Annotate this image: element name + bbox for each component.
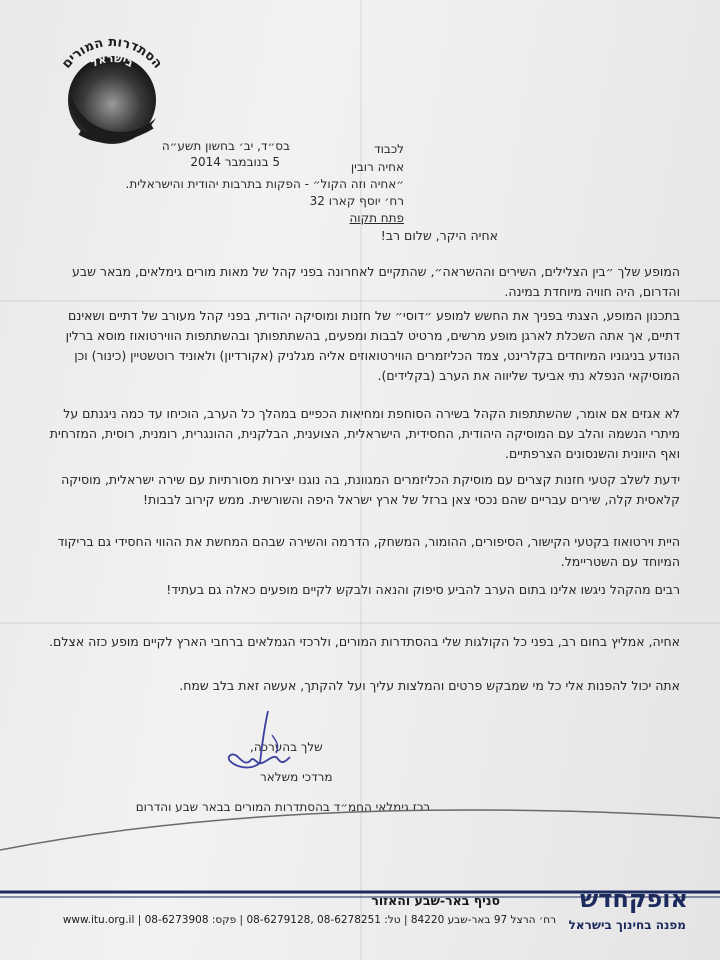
recipient-street: רח׳ יוסף קארו 32 — [309, 194, 404, 208]
letter-greeting: אחיה היקר, שלום רב! — [380, 228, 498, 243]
footer-logo-word: אופקחדש — [580, 885, 688, 913]
recipient-salutation: לכבוד — [374, 142, 404, 156]
paragraph-6: רבים מהקהל ניגשו אלינו בתום הערב להביע סיפוק והנאה ולבקש לקיים מופעים כאלה גם בעתיד! — [166, 582, 680, 597]
recipient-city: פתח תקוה — [349, 211, 404, 225]
date-hebrew: בס״ד, יב׳ בחשון תשע״ה — [161, 139, 290, 153]
paragraph-8: אתה יכול להפנות אלי כל מי שמבקש פרטים והמלצות עליך ועל להקתך, אעשה זאת בלב שמח. — [179, 678, 680, 693]
paragraph-4: ידעת לשלב קטעי חזנות קצרים עם מוסיקת הכליזמרים המגוונת, בה נוגנו יצירות מסורתיות עם שירה ישראלית, מוסיקה קלאסית קלה, שירים עבריים שהם נכסי צאן ברזל של ארץ ישראל היפה והשורשית. ממש קירוב לבבות! — [61, 472, 680, 507]
signature-closing: שלך בהערכה, — [250, 740, 323, 754]
signatory-name: מרדכי משלאר — [260, 770, 333, 784]
seal-org-name: הסתדרות המורים — [59, 34, 165, 72]
footer-branch-name: סניף באר-שבע והאזור — [371, 893, 500, 908]
signatory-title: רכז גימלאי החמ״ד בהסתדרות המורים בבאר שבע והדרום — [135, 800, 430, 814]
date-gregorian: 5 בנובמבר 2014 — [190, 155, 280, 169]
paragraph-1: המופע שלך ״בין הצלילים, השירים וההשראה״, שהתקיים לאחרונה בפני קהל של מאות מורים גימלאים, מבאר שבע והדרום, היה חוויה מיוחדת במינה. — [72, 264, 680, 299]
paragraph-5: היית וירטואוז בקטעי הקישור, הסיפורים, ההומור, המשחק, הדרמה והשירה שבהם המחשת את ההווי החסידי גם בריקוד המיוחד עם השטריימל. — [57, 534, 680, 569]
paragraph-7: אחיה, אמליץ בחום רב, בפני כל הקולגות שלי בהסתדרות המורים, ולרכזי הגמלאים ברחבי הארץ לקיים מופע כזה אצלם. — [49, 634, 680, 649]
seal-org-country: בישראל — [88, 51, 136, 70]
recipient-name: אחיה רובין — [350, 160, 404, 174]
paragraph-3: לא אגזים אם אומר, שהשתתפות הקהל בשירה הסוחפת ומחיאות הכפיים במהלך כל הערב, הוכיחו עד כמה ניגנתם על מיתרי הנשמה והלב עם המוסיקה היהודית, החסידית, הישראלית, הצוענית, הבלקנית, ההונגרית, רומנית, רוסית, המזרחית ואף היוונית והשנסונים הצרפתיים. — [49, 406, 680, 461]
paragraph-2: בתכנון המופע, הצגתי בפניך את החשש למופע ״דוסי״ של חזנות ומוסיקה יהודית, בפני קהל מעורב של דתיים ושאינם דתיים, אך אתה השכלת לארגן מופע מרשים, מרטיט לבבות ומפעים, בהשתתפותך ובהשתתפות הווירטואוז מוסא ברלין הנודע בניגוניו המיוחדים בקלרינט, צמד הכליזמרים הווירטואוזים אליה מגלניק (אקורדיון) ולאוניד רוטשטיין (כינור) וכן המוסיקאי הנפלא נתי אביעד שליווה את הערב (בקלידים). — [65, 308, 680, 383]
footer-contact-line: רח׳ הרצל 97 באר-שבע 84220 | טל: 08-6278251 ,08-6279128 | פקס: 08-6273908 | www.itu.org.il — [62, 914, 556, 926]
recipient-org: ״אחיה וזה הקול״ - הפקות בתרבות יהודית והישראלית. — [125, 177, 404, 191]
footer-logo-tagline: מפנה בחינוך בישראל — [568, 918, 686, 932]
footer-curve-decoration — [0, 790, 720, 960]
